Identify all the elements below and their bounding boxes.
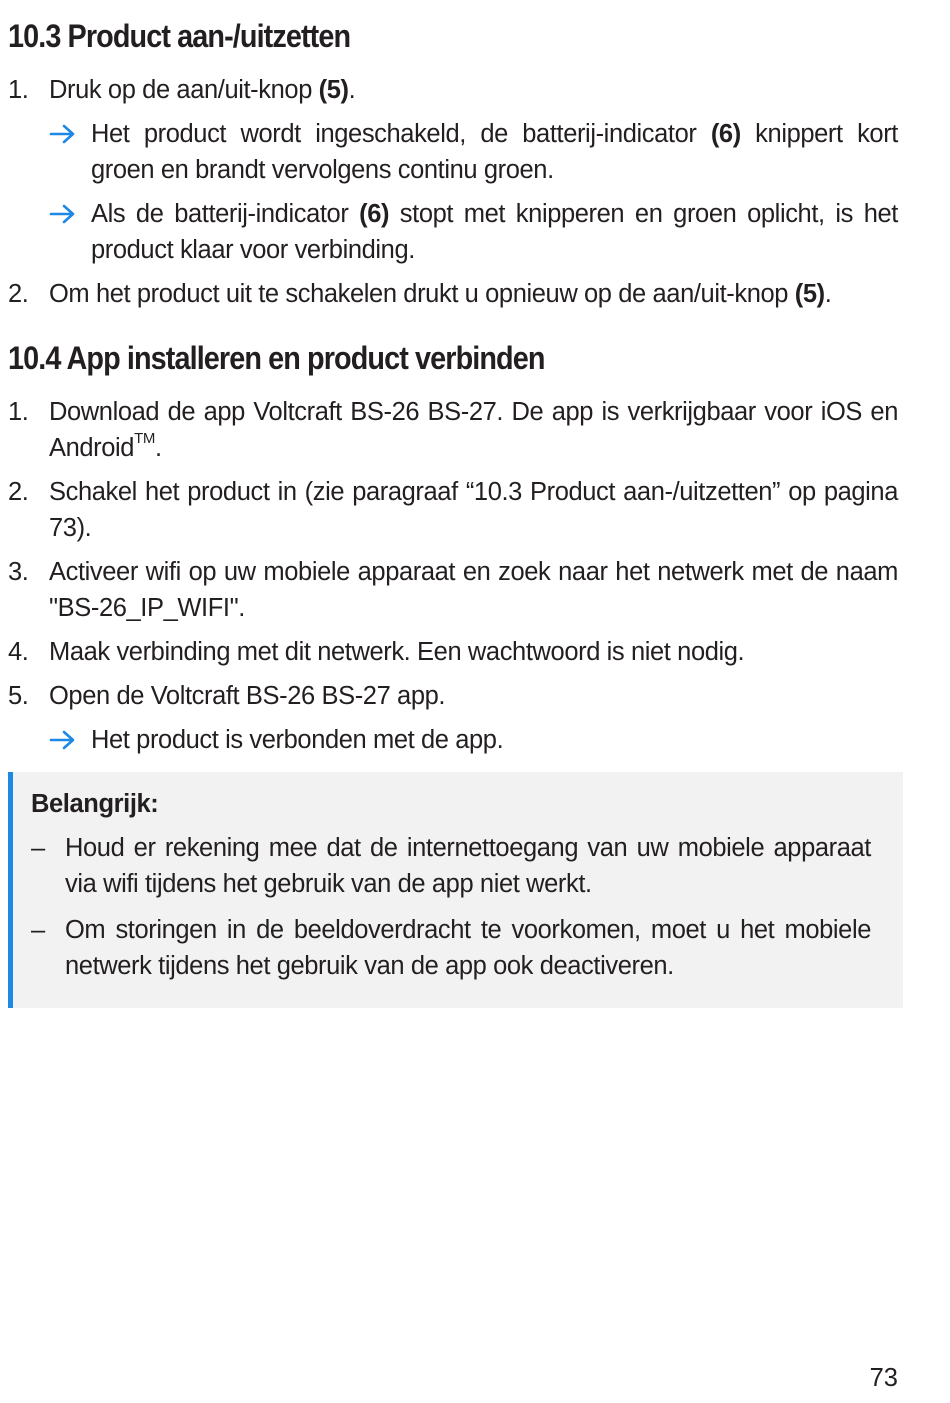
reference-number: (6) (710, 120, 741, 148)
arrow-right-icon (49, 722, 91, 758)
step-4-connect-network (8, 634, 898, 670)
step-number: 1. (8, 398, 29, 426)
step-number: 2. (8, 478, 29, 506)
manual-page (8, 14, 898, 1008)
step-text: Open de Voltcraft BS-26 BS-27 app. (49, 682, 446, 710)
step-2-power-off (8, 276, 898, 312)
step-number: 4. (8, 638, 29, 666)
notice-item (31, 912, 871, 984)
step-number: 1. (8, 76, 29, 104)
step-text: Maak verbinding met dit netwerk. Een wachtwoord is niet nodig. (49, 638, 745, 666)
reference-number: (6) (359, 200, 390, 228)
result-item (49, 116, 898, 188)
step-text: Activeer wifi op uw mobiele apparaat en zoek naar het netwerk met de naam "BS-26_IP_WIFI". (49, 558, 898, 622)
step-text: Om het product uit te schakelen drukt u opnieuw op de aan/uit-knop (5). (49, 280, 832, 308)
step-number: 3. (8, 558, 29, 586)
step-text: Download de app Voltcraft BS-26 BS-27. De app is verkrijgbaar voor iOS en Android™. (49, 398, 898, 462)
result-item (49, 196, 898, 268)
step-2-switch-on (8, 474, 898, 546)
dash-bullet: – (31, 916, 45, 944)
arrow-right-icon (49, 116, 91, 152)
notice-item (31, 830, 871, 902)
section-heading-10-3: 10.3 Product aan-/uitzetten (8, 18, 351, 54)
notice-item-text: Houd er rekening mee dat de internettoegang van uw mobiele apparaat via wifi tijdens het gebruik van de app niet werkt. (65, 834, 871, 898)
step-5-open-app (8, 678, 898, 714)
page-number: 73 (869, 1364, 898, 1392)
step-number: 2. (8, 280, 29, 308)
step-3-activate-wifi (8, 554, 898, 626)
step-number: 5. (8, 682, 29, 710)
important-notice-box (8, 772, 903, 1008)
notice-item-text: Om storingen in de beeldoverdracht te voorkomen, moet u het mobiele netwerk tijdens het gebruik van de app ook deactiveren. (65, 916, 871, 980)
reference-number: (5) (794, 280, 825, 308)
result-text: Het product wordt ingeschakeld, de batterij-indicator (6) knippert kort groen en brandt vervolgens continu groen. (91, 120, 898, 184)
step-1-download-app (8, 394, 898, 466)
step-text: Druk op de aan/uit-knop (5). (49, 76, 356, 104)
section-heading-10-4: 10.4 App installeren en product verbinden (8, 340, 545, 376)
arrow-right-icon (49, 196, 91, 232)
result-item (49, 722, 898, 758)
result-text: Als de batterij-indicator (6) stopt met knipperen en groen oplicht, is het product klaar voor verbinding. (91, 200, 898, 264)
notice-title: Belangrijk: (31, 790, 159, 818)
trademark-mark: TM (134, 430, 155, 447)
dash-bullet: – (31, 834, 45, 862)
result-text: Het product is verbonden met de app. (91, 726, 504, 754)
reference-number: (5) (318, 76, 349, 104)
step-text: Schakel het product in (zie paragraaf “10.3 Product aan-/uitzetten” op pagina 73). (49, 478, 898, 542)
step-1-power-on (8, 72, 898, 108)
